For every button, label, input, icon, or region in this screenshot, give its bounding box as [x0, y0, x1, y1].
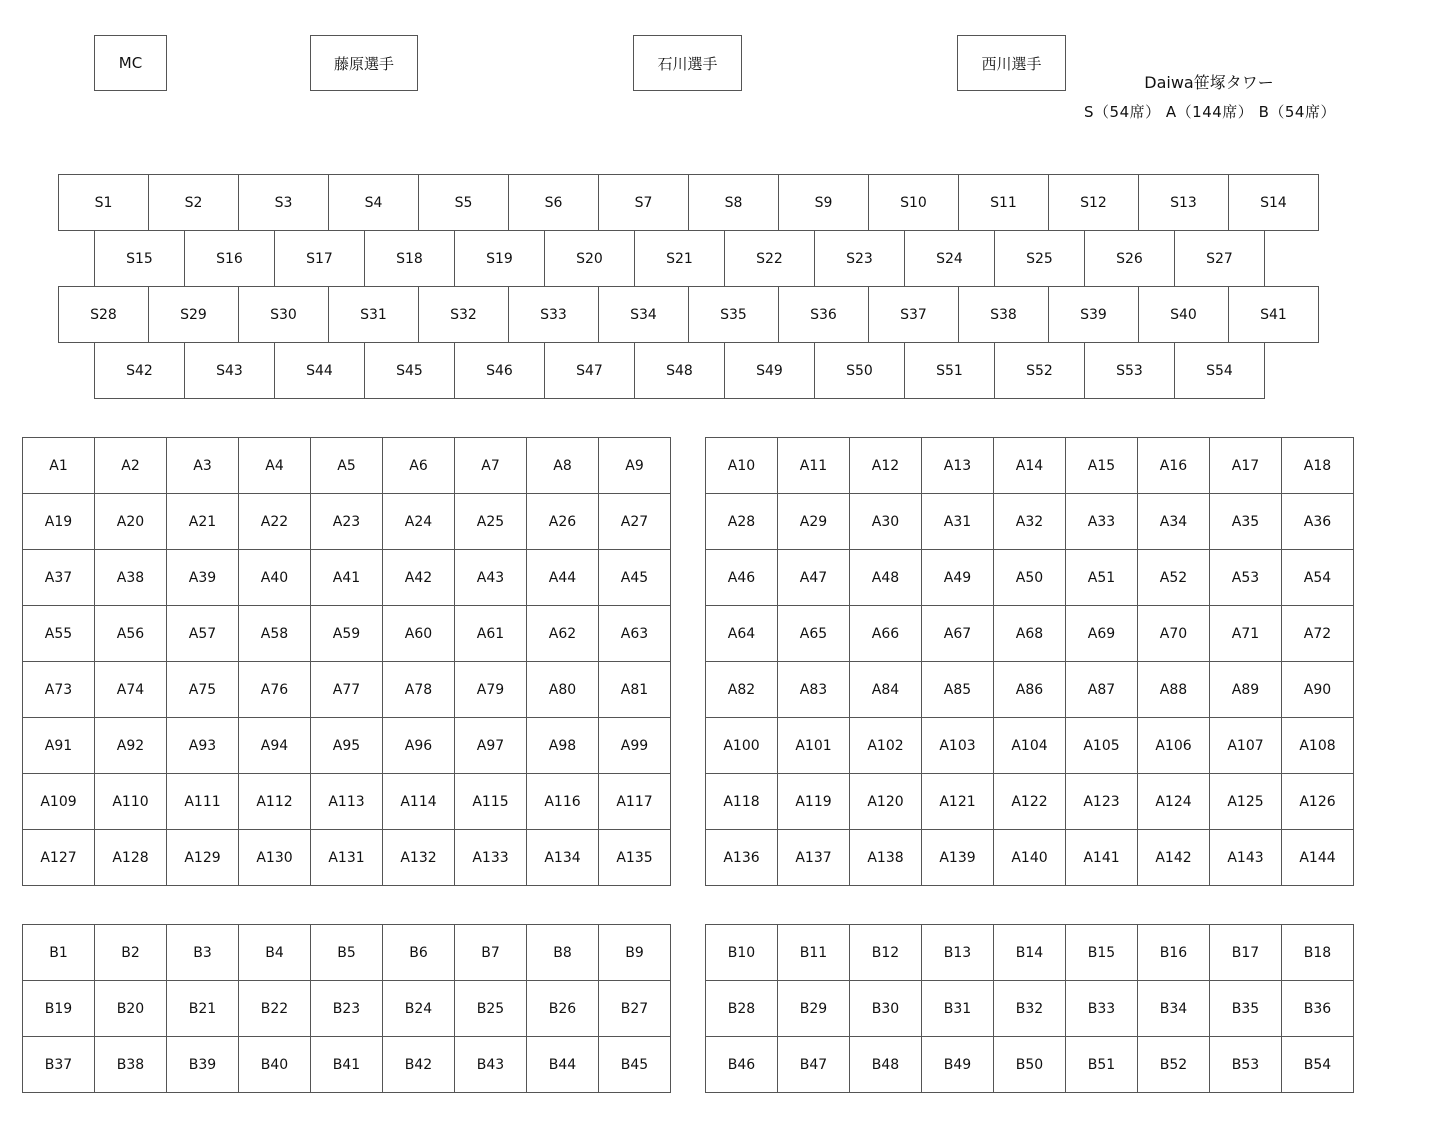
- seat: A34: [1138, 494, 1210, 550]
- seat: A86: [994, 662, 1066, 718]
- seat: A114: [383, 774, 455, 830]
- seat: A97: [455, 718, 527, 774]
- seat: A29: [778, 494, 850, 550]
- seat: A66: [850, 606, 922, 662]
- seat: A81: [599, 662, 671, 718]
- seat: S29: [149, 287, 239, 343]
- seat: A130: [239, 830, 311, 886]
- seat: B31: [922, 981, 994, 1037]
- seat: A32: [994, 494, 1066, 550]
- seat: A30: [850, 494, 922, 550]
- seat: B38: [95, 1037, 167, 1093]
- seat: S39: [1049, 287, 1139, 343]
- seat: A9: [599, 438, 671, 494]
- seat: A11: [778, 438, 850, 494]
- seat: A90: [1282, 662, 1354, 718]
- seat: A132: [383, 830, 455, 886]
- b-block-left: [22, 924, 671, 1093]
- seat: A33: [1066, 494, 1138, 550]
- seat: S19: [455, 231, 545, 287]
- seat: A133: [455, 830, 527, 886]
- seat: A63: [599, 606, 671, 662]
- seat: B8: [527, 925, 599, 981]
- seat: S49: [725, 343, 815, 399]
- seat: A2: [95, 438, 167, 494]
- seat: A75: [167, 662, 239, 718]
- seat-count-summary: S（54席） A（144席） B（54席）: [1084, 103, 1336, 121]
- seat: A101: [778, 718, 850, 774]
- seat: B10: [706, 925, 778, 981]
- seat: A95: [311, 718, 383, 774]
- seat: B14: [994, 925, 1066, 981]
- seat: A49: [922, 550, 994, 606]
- a-block-right: [705, 437, 1354, 886]
- seat: B41: [311, 1037, 383, 1093]
- seat: A100: [706, 718, 778, 774]
- seat: A59: [311, 606, 383, 662]
- seat: S3: [239, 175, 329, 231]
- seat: B25: [455, 981, 527, 1037]
- seat: S53: [1085, 343, 1175, 399]
- seat: A51: [1066, 550, 1138, 606]
- seat: S36: [779, 287, 869, 343]
- seat: B21: [167, 981, 239, 1037]
- seat: A56: [95, 606, 167, 662]
- seat: S33: [509, 287, 599, 343]
- seat: A17: [1210, 438, 1282, 494]
- seat: A91: [23, 718, 95, 774]
- seat: A93: [167, 718, 239, 774]
- seat: A112: [239, 774, 311, 830]
- seat: A111: [167, 774, 239, 830]
- seat: A72: [1282, 606, 1354, 662]
- seat: A41: [311, 550, 383, 606]
- seat: S13: [1139, 175, 1229, 231]
- seat: S51: [905, 343, 995, 399]
- seat: B2: [95, 925, 167, 981]
- seat: B13: [922, 925, 994, 981]
- seat: A105: [1066, 718, 1138, 774]
- s-row: [94, 230, 1265, 287]
- seat: A140: [994, 830, 1066, 886]
- s-row: [94, 342, 1265, 399]
- seat: S20: [545, 231, 635, 287]
- seat: A127: [23, 830, 95, 886]
- seat: B40: [239, 1037, 311, 1093]
- seat: S1: [59, 175, 149, 231]
- seat: B16: [1138, 925, 1210, 981]
- seat: A22: [239, 494, 311, 550]
- seat: A144: [1282, 830, 1354, 886]
- seat: S43: [185, 343, 275, 399]
- seat: A137: [778, 830, 850, 886]
- seat: B39: [167, 1037, 239, 1093]
- seat: A84: [850, 662, 922, 718]
- seat: A102: [850, 718, 922, 774]
- seat: S2: [149, 175, 239, 231]
- seat: A99: [599, 718, 671, 774]
- seat: B1: [23, 925, 95, 981]
- player-position-nishikawa: 西川選手: [957, 35, 1066, 91]
- seat: A27: [599, 494, 671, 550]
- seat: S52: [995, 343, 1085, 399]
- seat: A13: [922, 438, 994, 494]
- seat: A1: [23, 438, 95, 494]
- seat: A60: [383, 606, 455, 662]
- seat: B51: [1066, 1037, 1138, 1093]
- mc-position: MC: [94, 35, 167, 91]
- seat: B9: [599, 925, 671, 981]
- seat: A57: [167, 606, 239, 662]
- seat: A3: [167, 438, 239, 494]
- seat: A104: [994, 718, 1066, 774]
- seat: S16: [185, 231, 275, 287]
- seat: A110: [95, 774, 167, 830]
- seat: A83: [778, 662, 850, 718]
- seat: A136: [706, 830, 778, 886]
- seat: A92: [95, 718, 167, 774]
- seat: B47: [778, 1037, 850, 1093]
- seat: S21: [635, 231, 725, 287]
- seat: A71: [1210, 606, 1282, 662]
- seat: B12: [850, 925, 922, 981]
- seat: B42: [383, 1037, 455, 1093]
- seat: A76: [239, 662, 311, 718]
- seat: A88: [1138, 662, 1210, 718]
- seat: A108: [1282, 718, 1354, 774]
- seat: B28: [706, 981, 778, 1037]
- seat: A23: [311, 494, 383, 550]
- seat: B5: [311, 925, 383, 981]
- seat: A122: [994, 774, 1066, 830]
- seat: S44: [275, 343, 365, 399]
- seat: A54: [1282, 550, 1354, 606]
- seat: A26: [527, 494, 599, 550]
- seat: B17: [1210, 925, 1282, 981]
- seat: S26: [1085, 231, 1175, 287]
- seat: B6: [383, 925, 455, 981]
- seat: S34: [599, 287, 689, 343]
- seat: S27: [1175, 231, 1265, 287]
- seat: B53: [1210, 1037, 1282, 1093]
- seat: A15: [1066, 438, 1138, 494]
- seat: B3: [167, 925, 239, 981]
- a-block-left: [22, 437, 671, 886]
- seat: A80: [527, 662, 599, 718]
- seat: A10: [706, 438, 778, 494]
- seat: B49: [922, 1037, 994, 1093]
- seat: A103: [922, 718, 994, 774]
- seat: S38: [959, 287, 1049, 343]
- seat: S4: [329, 175, 419, 231]
- seat: A118: [706, 774, 778, 830]
- seat: A78: [383, 662, 455, 718]
- seat: B45: [599, 1037, 671, 1093]
- b-block-right: [705, 924, 1354, 1093]
- seat: A119: [778, 774, 850, 830]
- seat: B32: [994, 981, 1066, 1037]
- seat: B22: [239, 981, 311, 1037]
- seat: S48: [635, 343, 725, 399]
- seat: A58: [239, 606, 311, 662]
- seat: A7: [455, 438, 527, 494]
- seat: A4: [239, 438, 311, 494]
- seat: B27: [599, 981, 671, 1037]
- seat: A109: [23, 774, 95, 830]
- seat: A12: [850, 438, 922, 494]
- seat: A73: [23, 662, 95, 718]
- seat: A61: [455, 606, 527, 662]
- seat: A64: [706, 606, 778, 662]
- seat: A125: [1210, 774, 1282, 830]
- seat: A5: [311, 438, 383, 494]
- seat: S18: [365, 231, 455, 287]
- seat: A106: [1138, 718, 1210, 774]
- seat: A43: [455, 550, 527, 606]
- seat: B24: [383, 981, 455, 1037]
- seat: S28: [59, 287, 149, 343]
- seat: A135: [599, 830, 671, 886]
- seat: A143: [1210, 830, 1282, 886]
- seat: B7: [455, 925, 527, 981]
- seat: B44: [527, 1037, 599, 1093]
- seat: B54: [1282, 1037, 1354, 1093]
- seat: S47: [545, 343, 635, 399]
- seat: A115: [455, 774, 527, 830]
- seat: S35: [689, 287, 779, 343]
- seat: A121: [922, 774, 994, 830]
- seat: A8: [527, 438, 599, 494]
- seat: B29: [778, 981, 850, 1037]
- seat: A126: [1282, 774, 1354, 830]
- seat: A142: [1138, 830, 1210, 886]
- seat: A25: [455, 494, 527, 550]
- seat: A36: [1282, 494, 1354, 550]
- seat: S15: [95, 231, 185, 287]
- seat: A46: [706, 550, 778, 606]
- seat: A79: [455, 662, 527, 718]
- seat: A128: [95, 830, 167, 886]
- seat: B33: [1066, 981, 1138, 1037]
- seat: B46: [706, 1037, 778, 1093]
- seat: A50: [994, 550, 1066, 606]
- seat: A98: [527, 718, 599, 774]
- seat: B30: [850, 981, 922, 1037]
- seat: A62: [527, 606, 599, 662]
- seat: A38: [95, 550, 167, 606]
- seat: S17: [275, 231, 365, 287]
- seat: A129: [167, 830, 239, 886]
- seat: A116: [527, 774, 599, 830]
- seat: A89: [1210, 662, 1282, 718]
- seat: A52: [1138, 550, 1210, 606]
- seat: A69: [1066, 606, 1138, 662]
- player-position-fujiwara: 藤原選手: [310, 35, 418, 91]
- seat: A18: [1282, 438, 1354, 494]
- seat: B19: [23, 981, 95, 1037]
- seat: A45: [599, 550, 671, 606]
- seat: S12: [1049, 175, 1139, 231]
- seat: B20: [95, 981, 167, 1037]
- seat: A77: [311, 662, 383, 718]
- seat: B50: [994, 1037, 1066, 1093]
- seat: B48: [850, 1037, 922, 1093]
- seat: A113: [311, 774, 383, 830]
- seat: B15: [1066, 925, 1138, 981]
- seat: B36: [1282, 981, 1354, 1037]
- seat: A65: [778, 606, 850, 662]
- seat: S23: [815, 231, 905, 287]
- seat: A44: [527, 550, 599, 606]
- s-row: [58, 174, 1319, 231]
- seat: A14: [994, 438, 1066, 494]
- seat: A134: [527, 830, 599, 886]
- seat: S54: [1175, 343, 1265, 399]
- seat: A35: [1210, 494, 1282, 550]
- seat: A96: [383, 718, 455, 774]
- seat: S10: [869, 175, 959, 231]
- seat: S50: [815, 343, 905, 399]
- seat: S9: [779, 175, 869, 231]
- seat: A21: [167, 494, 239, 550]
- seat: S40: [1139, 287, 1229, 343]
- seat: A131: [311, 830, 383, 886]
- seat: S46: [455, 343, 545, 399]
- seat: A16: [1138, 438, 1210, 494]
- seat: B26: [527, 981, 599, 1037]
- seat: A67: [922, 606, 994, 662]
- seat: A47: [778, 550, 850, 606]
- seat: A24: [383, 494, 455, 550]
- seat: B52: [1138, 1037, 1210, 1093]
- seat: A94: [239, 718, 311, 774]
- seat: A139: [922, 830, 994, 886]
- seat: S14: [1229, 175, 1319, 231]
- seat: A6: [383, 438, 455, 494]
- seat: B35: [1210, 981, 1282, 1037]
- seat: S24: [905, 231, 995, 287]
- seat: A37: [23, 550, 95, 606]
- seat: S32: [419, 287, 509, 343]
- s-row: [58, 286, 1319, 343]
- seat: S37: [869, 287, 959, 343]
- seat: S30: [239, 287, 329, 343]
- seat: A124: [1138, 774, 1210, 830]
- seat: A141: [1066, 830, 1138, 886]
- seat: S25: [995, 231, 1085, 287]
- seat: B34: [1138, 981, 1210, 1037]
- seat: A39: [167, 550, 239, 606]
- seat: A48: [850, 550, 922, 606]
- seat: A120: [850, 774, 922, 830]
- seat: A20: [95, 494, 167, 550]
- seat: A138: [850, 830, 922, 886]
- seat: S6: [509, 175, 599, 231]
- seat: A19: [23, 494, 95, 550]
- seat: A28: [706, 494, 778, 550]
- seat: A55: [23, 606, 95, 662]
- seat: A85: [922, 662, 994, 718]
- seat: B11: [778, 925, 850, 981]
- seat: B23: [311, 981, 383, 1037]
- seat: S31: [329, 287, 419, 343]
- player-position-ishikawa: 石川選手: [633, 35, 742, 91]
- seat: A53: [1210, 550, 1282, 606]
- seat: S7: [599, 175, 689, 231]
- seat: A87: [1066, 662, 1138, 718]
- seat: A70: [1138, 606, 1210, 662]
- seat: B37: [23, 1037, 95, 1093]
- seat: A74: [95, 662, 167, 718]
- seat: B43: [455, 1037, 527, 1093]
- seat: A82: [706, 662, 778, 718]
- seat: A31: [922, 494, 994, 550]
- seat: S42: [95, 343, 185, 399]
- seat: B4: [239, 925, 311, 981]
- seat: A107: [1210, 718, 1282, 774]
- seat: S5: [419, 175, 509, 231]
- seat: A42: [383, 550, 455, 606]
- seat: A68: [994, 606, 1066, 662]
- seat: A40: [239, 550, 311, 606]
- seat: S22: [725, 231, 815, 287]
- venue-title: Daiwa笹塚タワー: [1144, 73, 1274, 92]
- seat: S45: [365, 343, 455, 399]
- seat: A123: [1066, 774, 1138, 830]
- seat: S41: [1229, 287, 1319, 343]
- seat: S11: [959, 175, 1049, 231]
- seat: B18: [1282, 925, 1354, 981]
- seat: S8: [689, 175, 779, 231]
- seat: A117: [599, 774, 671, 830]
